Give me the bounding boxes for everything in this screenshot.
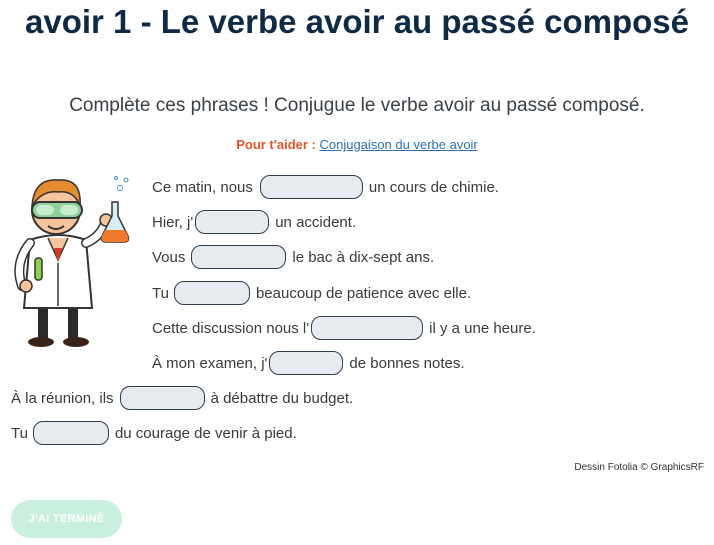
conjugation-link[interactable]: Conjugaison du verbe avoir xyxy=(319,137,478,152)
sentence-text: Cette discussion nous l' xyxy=(152,319,310,337)
sentence-text: À la réunion, ils xyxy=(11,389,114,407)
answer-input[interactable] xyxy=(120,386,205,410)
sentence-text: du courage de venir à pied. xyxy=(114,424,297,442)
help-label: Pour t'aider : xyxy=(236,137,316,152)
answer-input[interactable] xyxy=(195,210,269,234)
help-line xyxy=(0,137,714,152)
sentence-text: Vous xyxy=(152,248,186,266)
sentence-3 xyxy=(152,244,434,270)
scientist-with-flask-icon xyxy=(19,177,128,348)
scientist-illustration xyxy=(8,168,140,350)
sentence-2 xyxy=(152,209,356,235)
sentence-text: à débattre du budget. xyxy=(210,389,354,407)
sentence-6 xyxy=(152,350,465,376)
sentence-1 xyxy=(152,174,499,200)
answer-input[interactable] xyxy=(269,351,343,375)
sentence-text: il y a une heure. xyxy=(429,319,536,337)
done-button[interactable]: J'AI TERMINÉ xyxy=(11,500,122,538)
answer-input[interactable] xyxy=(191,245,286,269)
answer-input[interactable] xyxy=(311,316,423,340)
sentence-5 xyxy=(152,315,536,341)
answer-input[interactable] xyxy=(260,175,363,199)
sentence-text: de bonnes notes. xyxy=(349,354,465,372)
sentence-8 xyxy=(11,420,297,446)
sentence-text: beaucoup de patience avec elle. xyxy=(255,284,472,302)
sentence-7 xyxy=(11,385,353,411)
sentence-text: le bac à dix-sept ans. xyxy=(292,248,435,266)
sentence-text: Tu xyxy=(152,284,169,302)
sentence-text: Ce matin, nous xyxy=(152,178,253,196)
sentence-4 xyxy=(152,280,471,306)
image-credit: Dessin Fotolia © GraphicsRF xyxy=(574,462,704,473)
sentence-text: un cours de chimie. xyxy=(368,178,499,196)
sentence-text: Hier, j' xyxy=(152,213,194,231)
sentence-text: un accident. xyxy=(275,213,357,231)
sentence-text: À mon examen, j' xyxy=(152,354,268,372)
answer-input[interactable] xyxy=(33,421,109,445)
instructions-text: Complète ces phrases ! Conjugue le verbe avoir au passé composé. xyxy=(69,95,645,116)
answer-input[interactable] xyxy=(174,281,250,305)
sentence-text: Tu xyxy=(11,424,28,442)
page-title: avoir 1 - Le verbe avoir au passé composé xyxy=(25,3,689,40)
